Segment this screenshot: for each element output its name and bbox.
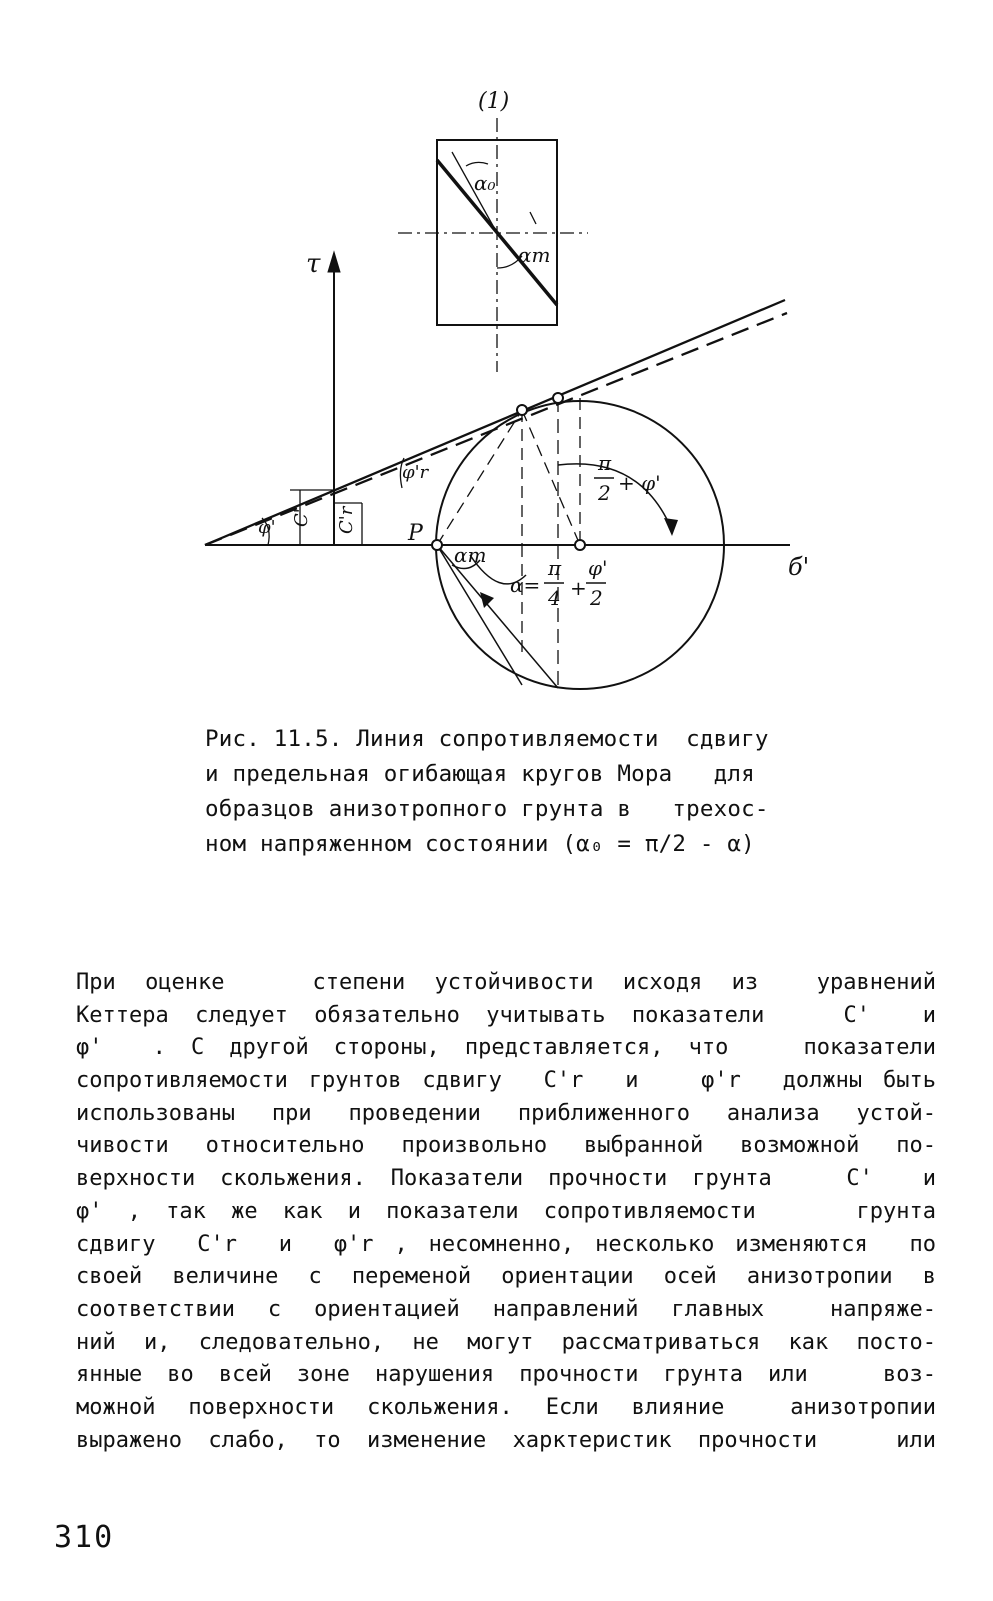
body-line: своей величине с переменой ориентации осей анизотропии в (76, 1264, 936, 1290)
c-r-label: C'r (336, 506, 357, 534)
body-line: выражено слабо, то изменение харктеристик прочности или (76, 1427, 936, 1453)
pi4-numerator: π (548, 556, 562, 580)
figure-caption (205, 722, 835, 862)
inset-label: (1) (478, 89, 510, 114)
pi2-rest: + φ' (618, 471, 661, 495)
body-line: использованы при проведении приближенного анализа устой- (76, 1100, 936, 1126)
alpha-arrow (480, 592, 494, 608)
pole-label: P (408, 521, 423, 546)
caption-line: образцов анизотропного грунта в трехос- (205, 796, 769, 822)
caption-line: ном напряженном состоянии (α₀ = π/2 - α) (205, 831, 755, 857)
body-line: сопротивляемости грунтов сдвигу C'r и φ'r должны быть (76, 1068, 936, 1094)
body-line: φ' , так же как и показатели сопротивляемости грунта (76, 1198, 936, 1224)
alpha-eq-label: α= (510, 573, 541, 597)
phi2-numerator: φ' (588, 556, 608, 580)
tangent-point (517, 405, 527, 415)
center-point (575, 540, 585, 550)
body-line: янные во всей зоне нарушения прочности грунта или воз- (76, 1362, 936, 1388)
phi-r-label: φ'r (402, 462, 429, 483)
c-label: C' (291, 508, 312, 527)
body-line: можной поверхности скольжения. Если влияние анизотропии (76, 1394, 936, 1420)
body-line: чивости относительно произвольно выбранной возможной по- (76, 1133, 936, 1159)
body-line: Кеттера следует обязательно учитывать показатели C' и (76, 1002, 936, 1028)
alpha-m-inset-label: αm (518, 243, 551, 267)
page-number: 310 (54, 1520, 115, 1555)
tau-label: τ (306, 249, 321, 279)
pi2-denominator: 2 (598, 481, 611, 505)
phi-label: φ' (258, 517, 276, 538)
alpha-m-label: αm (454, 543, 487, 567)
inset-specimen (398, 118, 588, 372)
phi2-denominator: 2 (590, 586, 603, 610)
tau-axis-arrow (328, 252, 340, 272)
pi2-numerator: π (598, 451, 612, 475)
caption-line: и предельная огибающая кругов Мора для (205, 761, 755, 787)
angle-arrow (664, 518, 678, 536)
inset-alpha-m-arc-top (530, 212, 536, 224)
body-paragraph (76, 967, 936, 1457)
envelope-point (553, 393, 563, 403)
plus-label: + (570, 576, 587, 600)
inset-alpha0-arc (466, 162, 488, 166)
body-line: При оценке степени устойчивости исходя из уравнений (76, 970, 936, 995)
pi4-denominator: 4 (548, 586, 561, 610)
resistance-line (205, 300, 785, 545)
pole-point (432, 540, 442, 550)
body-line: φ' . С другой стороны, представляется, что показатели (76, 1035, 936, 1061)
body-line: ний и, следовательно, не могут рассматриваться как посто- (76, 1329, 936, 1355)
sigma-label: б' (788, 553, 810, 581)
caption-line: Рис. 11.5. Линия сопротивляемости сдвигу (205, 726, 769, 752)
mohr-circle-figure (0, 0, 993, 700)
body-line: верхности скольжения. Показатели прочности грунта C' и (76, 1166, 936, 1192)
alpha0-label: α₀ (474, 171, 496, 195)
body-line: сдвигу C'r и φ'r , несомненно, несколько изменяются по (76, 1231, 936, 1257)
body-line: соответствии с ориентацией направлений главных напряже- (76, 1296, 936, 1322)
axes (205, 252, 790, 545)
